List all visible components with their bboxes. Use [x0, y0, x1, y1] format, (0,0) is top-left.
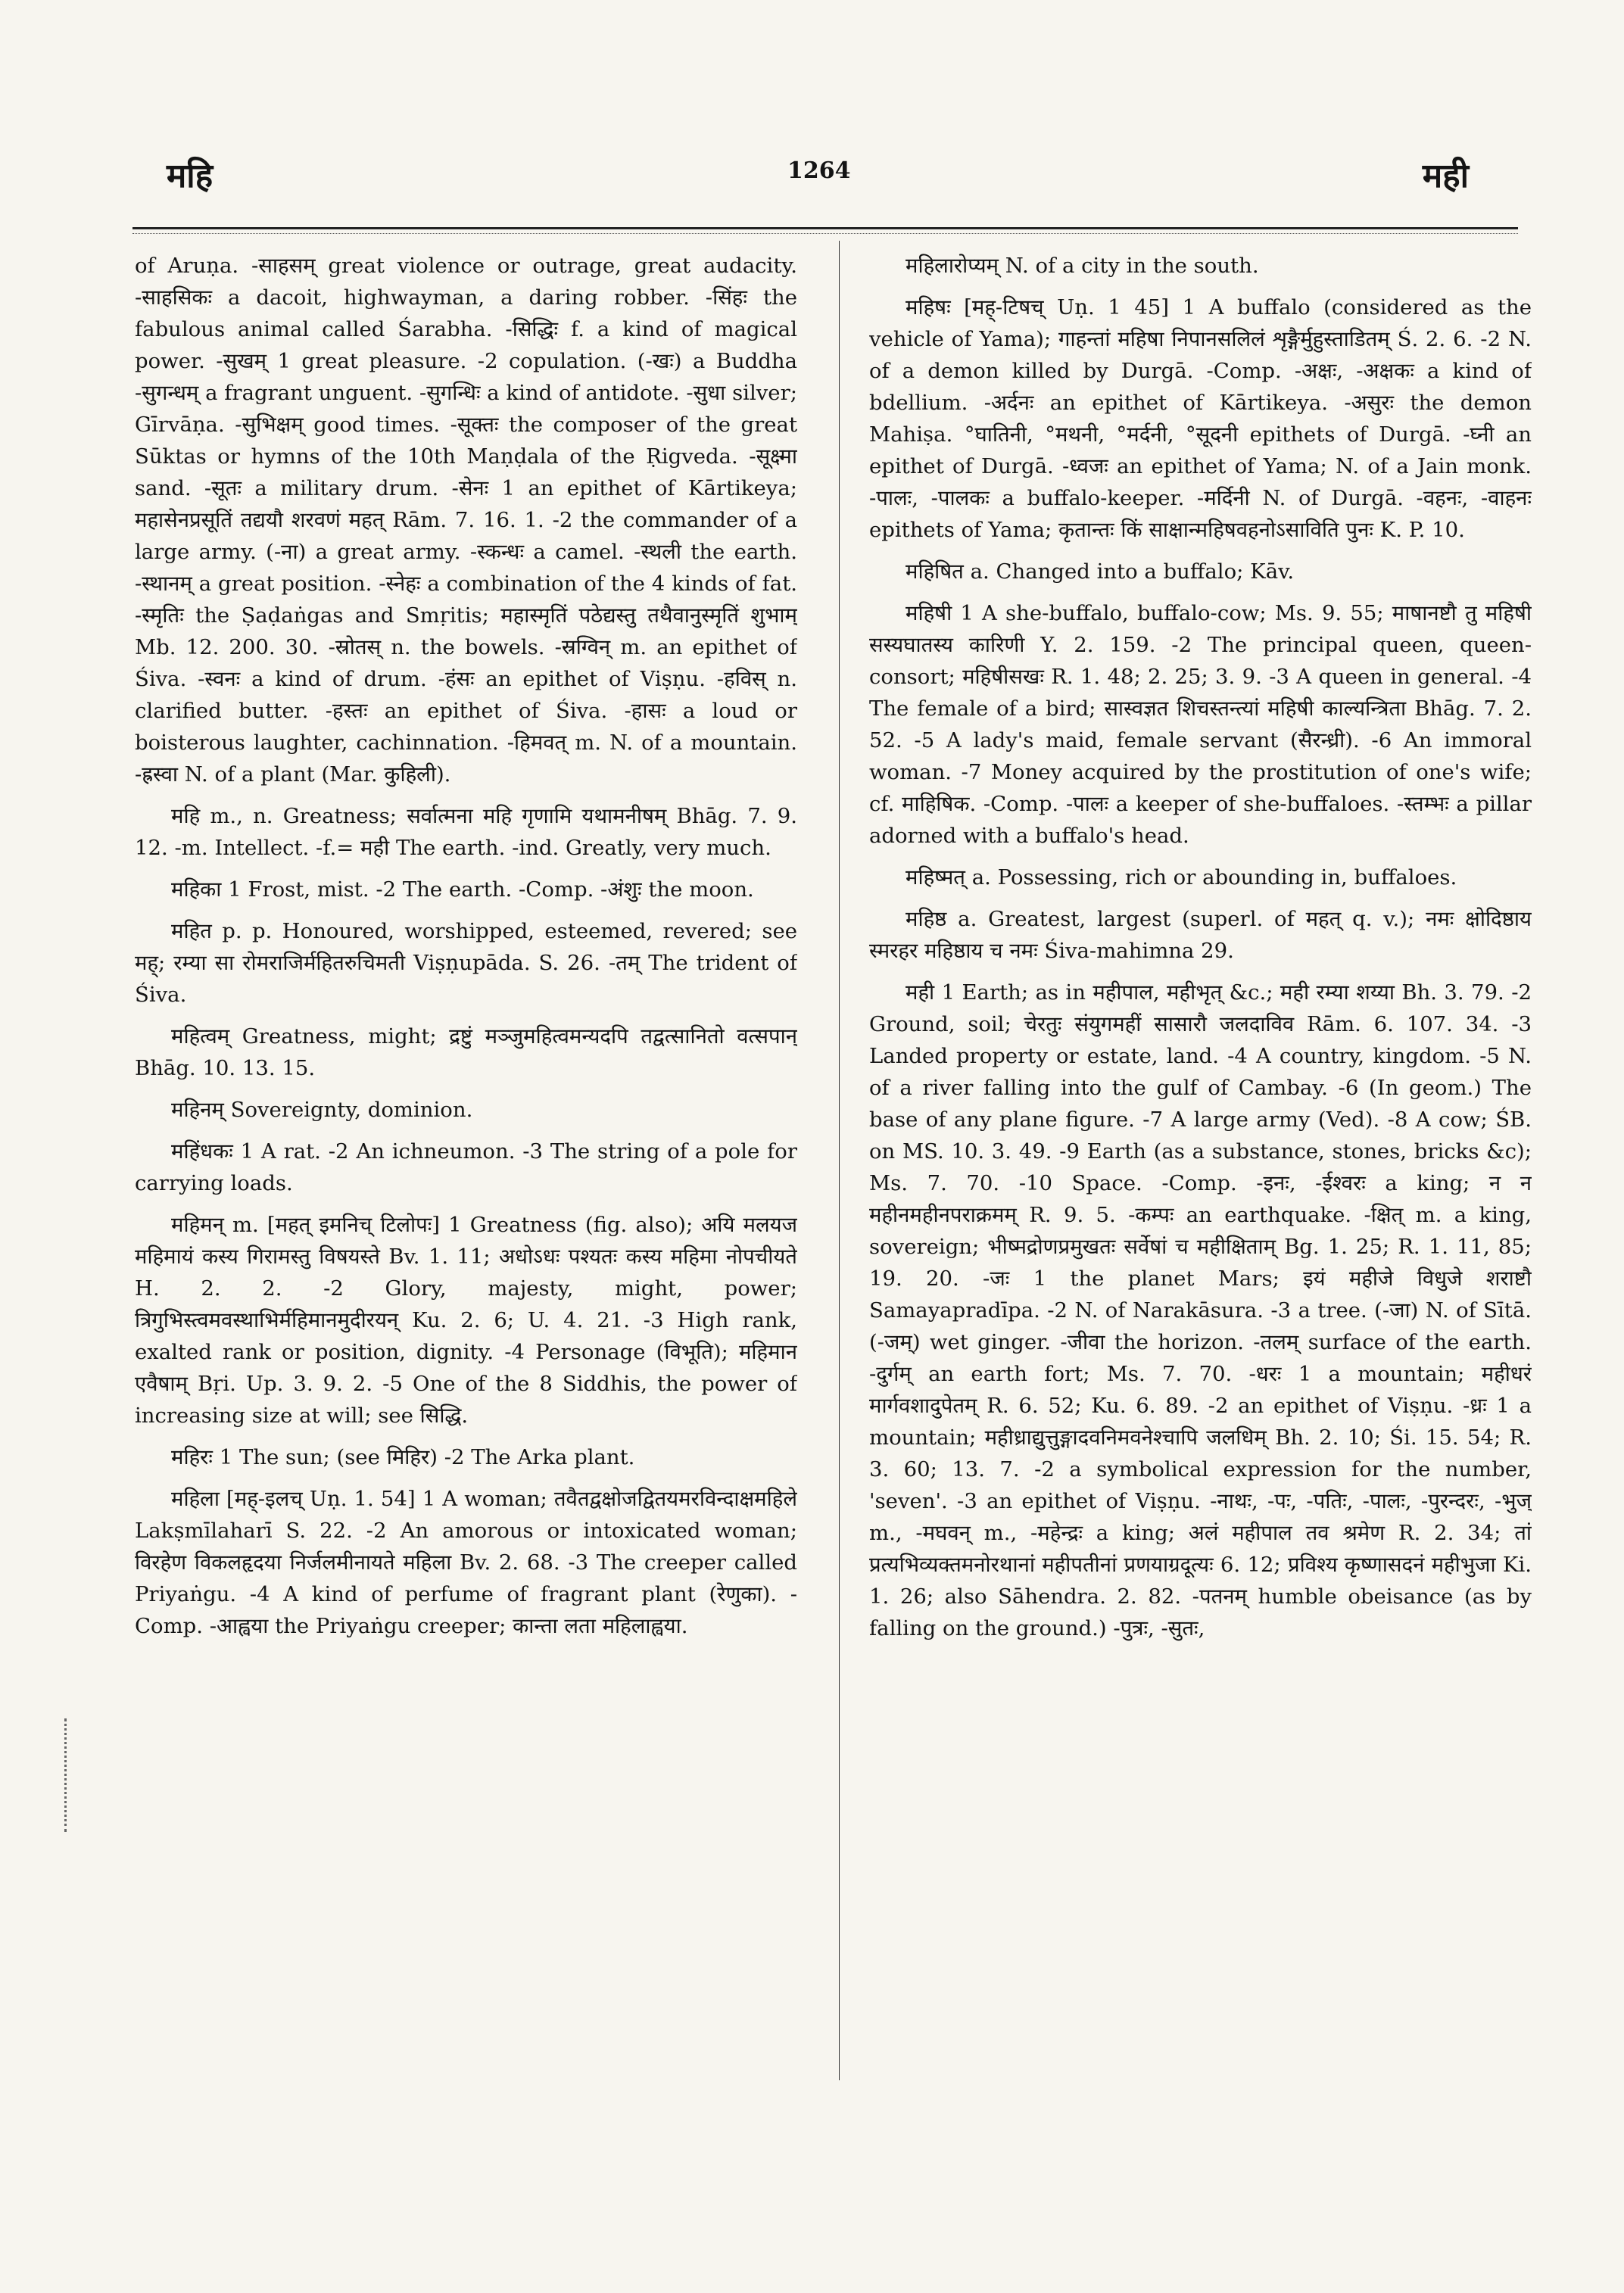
- header-left-guideword: महि: [167, 157, 214, 195]
- right-column: [869, 250, 1532, 2082]
- dictionary-entry: महिला [मह्-इलच् Uṇ. 1. 54] 1 A woman; तवैतद्वक्षोजद्वितयमरविन्दाक्षमहिले Lakṣmīlaharī S. 22. -2 An amorous or intoxicated woman; विरहेण विकलहृदया निर्जलमीनायते महिला Bv. 2. 68. -3 The creeper called Priyaṅgu. -4 A kind of perfume of fragrant plant (रेणुका). -Comp. -आह्वया the Priyaṅgu creeper; कान्ता लता महिलाह्वया.: [135, 1487, 797, 1638]
- margin-dots: [64, 1718, 67, 1832]
- dictionary-entry: महिषित a. Changed into a buffalo; Kāv.: [906, 559, 1295, 584]
- page-header: [151, 151, 1484, 220]
- dictionary-entry: महिनम् Sovereignty, dominion.: [171, 1098, 473, 1122]
- column-divider: [839, 241, 840, 2080]
- dictionary-entry: महिंधकः 1 A rat. -2 An ichneumon. -3 The string of a pole for carrying loads.: [135, 1139, 797, 1195]
- dictionary-entry: महिमन् m. [महत् इमनिच् टिलोपः] 1 Greatness (fig. also); अयि मलयज महिमायं कस्य गिरामस्तु विषयस्ते Bv. 1. 11; अधोऽधः पश्यतः कस्य महिमा नोपचीयते H. 2. 2. -2 Glory, majesty, might, power; त्रिगुभिस्त्वमवस्थाभिर्महिमानमुदीरयन् Ku. 2. 6; U. 4. 21. -3 High rank, exalted rank or position, dignity. -4 Personage (विभूति); महिमान एवैषाम् Bṛi. Up. 3. 9. 2. -5 One of the 8 Siddhis, the power of increasing size at will; see सिद्धि.: [135, 1213, 797, 1428]
- header-rule: [132, 227, 1518, 229]
- dictionary-entry: मही 1 Earth; as in महीपाल, महीभृत् &c.; मही रम्या शय्या Bh. 3. 79. -2 Ground, soil; चेरतुः संयुगमहीं सासारौ जलदाविव Rām. 6. 107. 34. -3 Landed property or estate, land. -4 A country, kingdom. -5 N. of a river falling into the gulf of Cambay. -6 (In geom.) The base of any plane figure. -7 A large army (Ved). -8 A cow; ŚB. on MS. 10. 3. 49. -9 Earth (as a substance, stones, bricks &c); Ms. 7. 70. -10 Space. -Comp. -इनः, -ईश्वरः a king; न न महीनमहीनपराक्रमम् R. 9. 5. -कम्पः an earthquake. -क्षित् m. a king, sovereign; भीष्मद्रोणप्रमुखतः सर्वेषां च महीक्षिताम् Bg. 1. 25; R. 1. 11, 85; 19. 20. -जः 1 the planet Mars; इयं महीजे विधुजे शराष्टौ Samayapradīpa. -2 N. of Narakāsura. -3 a tree. (-जा) N. of Sītā. (-जम्) wet ginger. -जीवा the horizon. -तलम् surface of the earth. -दुर्गम् an earth fort; Ms. 7. 70. -धरः 1 a mountain; महीधरं मार्गवशादुपेतम् R. 6. 52; Ku. 6. 89. -2 an epithet of Viṣṇu. -ध्रः 1 a mountain; महीध्राद्युत्तुङ्गादवनिमवनेश्चापि जलधिम् Bh. 2. 10; Śi. 15. 54; R. 3. 60; 13. 7. -2 a symbolical expression for the number, 'seven'. -3 an epithet of Viṣṇu. -नाथः, -पः, -पतिः, -पालः, -पुरन्दरः, -भुज् m., -मघवन् m., -महेन्द्रः a king; अलं महीपाल तव श्रमेण R. 2. 34; तां प्रत्यभिव्यक्तमनोरथानां महीपतीनां प्रणयाग्रदूत्यः 6. 12; प्रविश्य कृष्णासदनं महीभुजा Ki. 1. 26; also Sāhendra. 2. 82. -पतनम् humble obeisance (as by falling on the ground.) -पुत्रः, -सुतः,: [869, 980, 1532, 1640]
- dictionary-entry: महि m., n. Greatness; सर्वात्मना महि गृणामि यथामनीषम् Bhāg. 7. 9. 12. -m. Intellect. -f.= मही The earth. -ind. Greatly, very much.: [135, 804, 797, 860]
- dictionary-entry: महित p. p. Honoured, worshipped, esteemed, revered; see मह्; रम्या सा रोमराजिर्महितरुचिमती Viṣṇupāda. S. 26. -तम् The trident of Śiva.: [135, 919, 797, 1007]
- left-column: [135, 250, 797, 2082]
- dictionary-entry: महिरः 1 The sun; (see मिहिर) -2 The Arka plant.: [171, 1445, 635, 1469]
- dictionary-entry: महिका 1 Frost, mist. -2 The earth. -Comp. -अंशुः the moon.: [171, 877, 754, 902]
- page-number: 1264: [787, 157, 851, 184]
- dictionary-entry: महिष्ठ a. Greatest, largest (superl. of महत् q. v.); नमः क्षोदिष्ठाय स्मरहर महिष्ठाय च नमः Śiva-mahimna 29.: [869, 907, 1532, 963]
- dictionary-entry: of Aruṇa. -साहसम् great violence or outrage, great audacity. -साहसिकः a dacoit, highwayman, a daring robber. -सिंहः the fabulous animal called Śarabha. -सिद्धिः f. a kind of magical power. -सुखम् 1 great pleasure. -2 copulation. (-खः) a Buddha -सुगन्धम् a fragrant unguent. -सुगन्धिः a kind of antidote. -सुधा silver; Gīrvāṇa. -सुभिक्षम् good times. -सूक्तः the composer of the great Sūktas or hymns of the 10th Maṇḍala of the Ṛigveda. -सूक्ष्मा sand. -सूतः a military drum. -सेनः 1 an epithet of Kārtikeya; महासेनप्रसूतिं तद्ययौ शरवणं महत् Rām. 7. 16. 1. -2 the commander of a large army. (-ना) a great army. -स्कन्धः a camel. -स्थली the earth. -स्थानम् a great position. -स्नेहः a combination of the 4 kinds of fat. -स्मृतिः the Ṣaḍaṅgas and Smṛitis; महास्मृतिं पठेद्यस्तु तथैवानुस्मृतिं शुभाम् Mb. 12. 200. 30. -स्रोतस् n. the bowels. -स्रग्विन् m. an epithet of Śiva. -स्वनः a kind of drum. -हंसः an epithet of Viṣṇu. -हविस् n. clarified butter. -हस्तः an epithet of Śiva. -हासः a loud or boisterous laughter, cachinnation. -हिमवत् m. N. of a mountain. -ह्रस्वा N. of a plant (Mar. कुहिली).: [135, 254, 797, 787]
- dictionary-entry: महिष्मत् a. Possessing, rich or abounding in, buffaloes.: [906, 865, 1457, 889]
- dictionary-entry: महिलारोप्यम् N. of a city in the south.: [906, 254, 1259, 278]
- dictionary-entry: महिषी 1 A she-buffalo, buffalo-cow; Ms. 9. 55; माषानष्टौ तु महिषी सस्यघातस्य कारिणी Y. 2. 159. -2 The principal queen, queen-consort; महिषीसखः R. 1. 48; 2. 25; 3. 9. -3 A queen in general. -4 The female of a bird; सास्वज्ञत शिचस्तन्त्यां महिषी काल्यन्त्रिता Bhāg. 7. 2. 52. -5 A lady's maid, female servant (सैरन्ध्री). -6 An immoral woman. -7 Money acquired by the prostitution of one's wife; cf. माहिषिक. -Comp. -पालः a keeper of she-buffaloes. -स्तम्भः a pillar adorned with a buffalo's head.: [869, 601, 1532, 848]
- header-right-guideword: मही: [1422, 157, 1469, 195]
- header-dotted-rule: [132, 233, 1518, 234]
- dictionary-entry: महित्वम् Greatness, might; द्रष्टुं मञ्जुमहित्वमन्यदपि तद्वत्सानितो वत्सपान् Bhāg. 10. 13. 15.: [135, 1024, 797, 1080]
- dictionary-entry: महिषः [मह्-टिषच् Uṇ. 1 45] 1 A buffalo (considered as the vehicle of Yama); गाहन्तां महिषा निपानसलिलं शृङ्गैर्मुहुस्ताडितम् Ś. 2. 6. -2 N. of a demon killed by Durgā. -Comp. -अक्षः, -अक्षकः a kind of bdellium. -अर्दनः an epithet of Kārtikeya. -असुरः the demon Mahiṣa. °घातिनी, °मथनी, °मर्दनी, °सूदनी epithets of Durgā. -घ्नी an epithet of Durgā. -ध्वजः an epithet of Yama; N. of a Jain monk. -पालः, -पालकः a buffalo-keeper. -मर्दिनी N. of Durgā. -वहनः, -वाहनः epithets of Yama; कृतान्तः किं साक्षान्महिषवहनोऽसाविति पुनः K. P. 10.: [869, 295, 1532, 542]
